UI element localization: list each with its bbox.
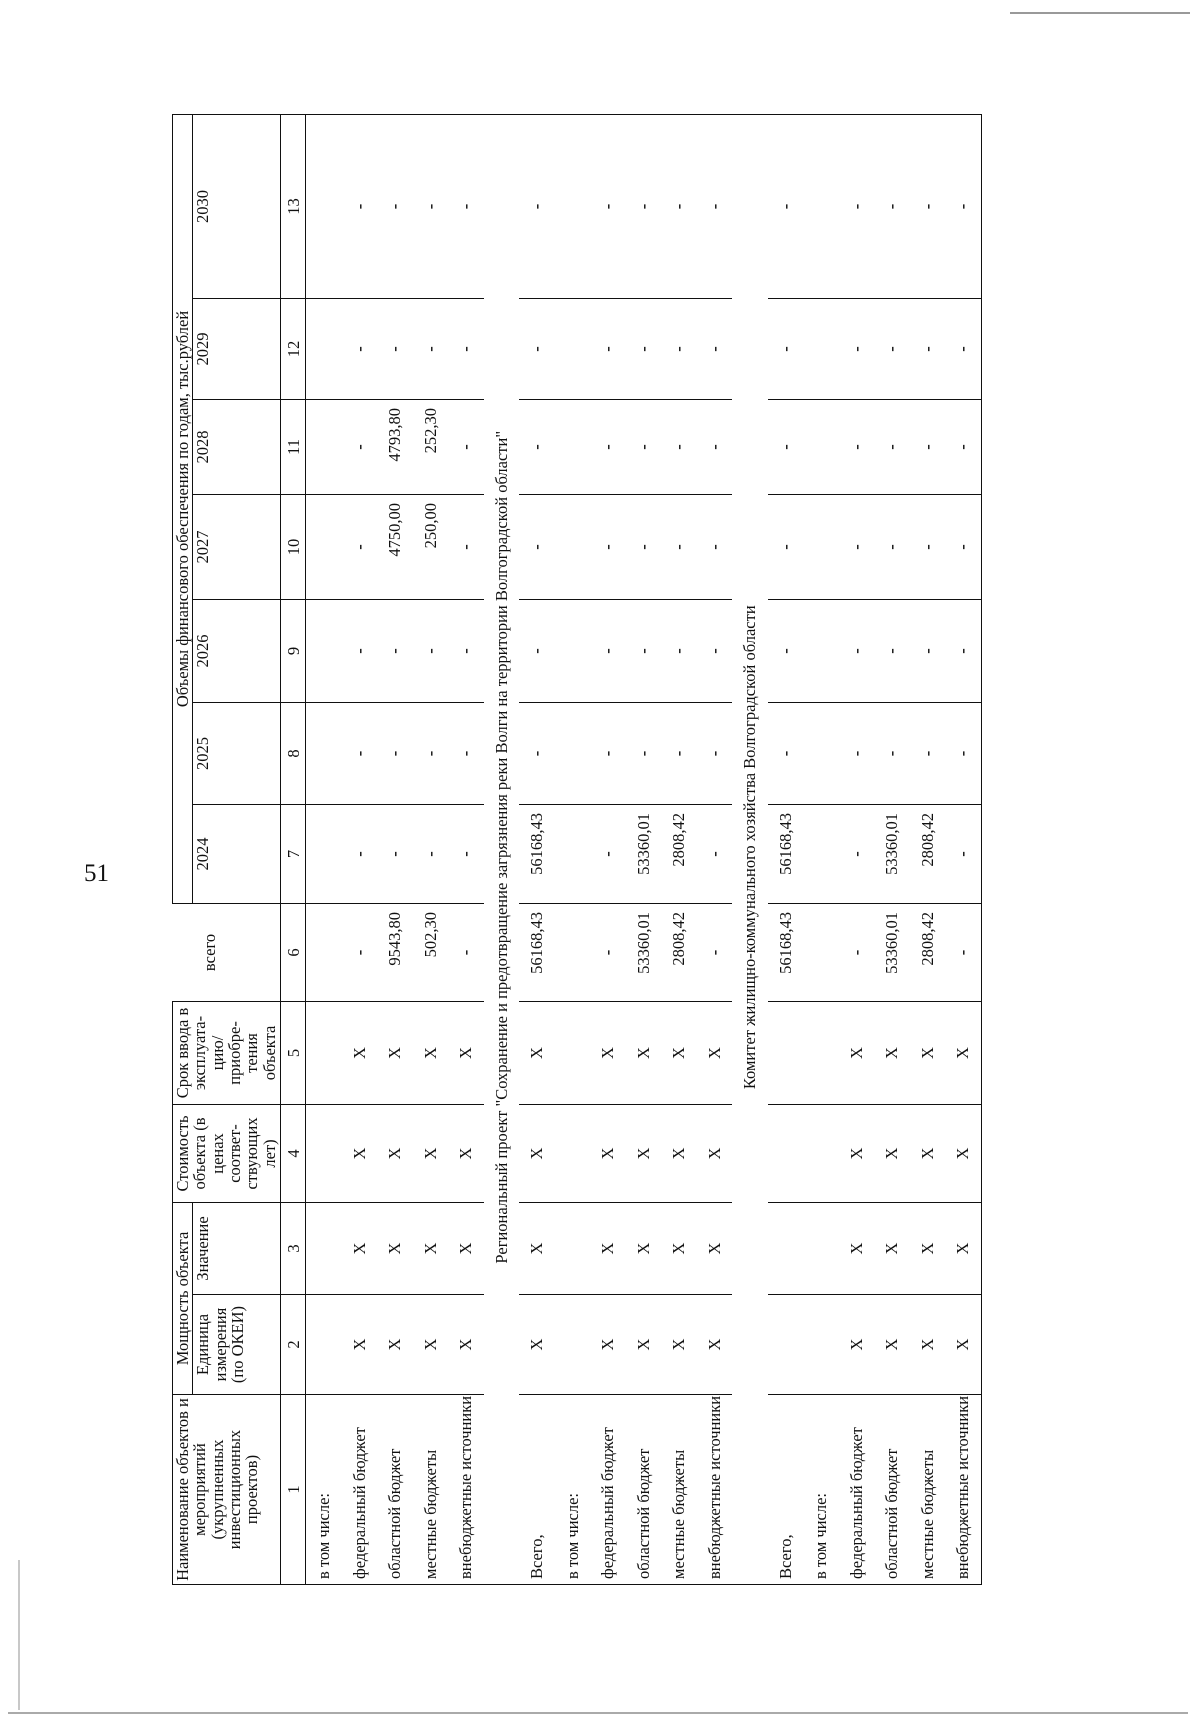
cell-y2026: - — [342, 599, 378, 702]
cell-y2024: - — [448, 804, 484, 903]
header-column-number: 10 — [281, 494, 306, 599]
row-label: в том числе: — [306, 1395, 342, 1585]
cell-cost — [768, 1104, 804, 1202]
cell-value: X — [448, 1202, 484, 1294]
cell-unit: X — [448, 1295, 484, 1395]
cell-y2029: - — [910, 298, 946, 399]
header-cost: Стоимость объекта (в ценах соответ-ствующих лет) — [173, 1104, 281, 1202]
cell-y2025: - — [697, 702, 733, 804]
cell-value: X — [377, 1202, 413, 1294]
cell-unit — [555, 1295, 591, 1395]
cell-y2024: 56168,43 — [768, 804, 804, 903]
table-row — [342, 114, 378, 1584]
section-spacer — [732, 1395, 768, 1585]
cell-term — [555, 1001, 591, 1104]
cell-total: - — [448, 903, 484, 1001]
cell-y2030: - — [697, 114, 733, 298]
cell-total: 53360,01 — [626, 903, 662, 1001]
cell-unit: X — [590, 1295, 626, 1395]
cell-y2030: - — [768, 114, 804, 298]
cell-cost: X — [377, 1104, 413, 1202]
cell-y2024: - — [342, 804, 378, 903]
cell-value — [306, 1202, 342, 1294]
table-body — [306, 114, 982, 1584]
cell-term — [803, 1001, 839, 1104]
cell-y2029: - — [839, 298, 875, 399]
cell-total: - — [697, 903, 733, 1001]
cell-unit: X — [342, 1295, 378, 1395]
cell-y2027: - — [910, 494, 946, 599]
cell-value: X — [874, 1202, 910, 1294]
cell-y2027 — [306, 494, 342, 599]
header-column-number: 6 — [281, 903, 306, 1001]
header-value: Значение — [193, 1202, 281, 1294]
cell-y2026: - — [413, 599, 449, 702]
cell-cost: X — [519, 1104, 555, 1202]
cell-y2027: - — [590, 494, 626, 599]
cell-y2028: - — [626, 399, 662, 494]
cell-y2030: - — [377, 114, 413, 298]
header-year: 2028 — [193, 399, 281, 494]
cell-y2028: 252,30 — [413, 399, 449, 494]
header-name: Наименование объектов и мероприятий (укрупненных инвестиционных проектов) — [173, 1395, 281, 1585]
row-label: федеральный бюджет — [342, 1395, 378, 1585]
cell-y2024: - — [377, 804, 413, 903]
cell-y2029: - — [945, 298, 981, 399]
cell-y2030: - — [590, 114, 626, 298]
row-label: местные бюджеты — [910, 1395, 946, 1585]
cell-cost: X — [342, 1104, 378, 1202]
header-year: 2026 — [193, 599, 281, 702]
cell-total: 53360,01 — [874, 903, 910, 1001]
cell-y2025: - — [839, 702, 875, 804]
table-row — [448, 114, 484, 1584]
cell-y2027: - — [342, 494, 378, 599]
cell-cost: X — [448, 1104, 484, 1202]
cell-y2030 — [555, 114, 591, 298]
header-column-number: 2 — [281, 1295, 306, 1395]
header-term: Срок ввода в эксплуата-цию/приобре-тения объекта — [173, 1001, 281, 1104]
row-label: Всего, — [768, 1395, 804, 1585]
section-spacer — [484, 1395, 520, 1585]
cell-unit: X — [874, 1295, 910, 1395]
cell-y2029: - — [768, 298, 804, 399]
row-label: областной бюджет — [626, 1395, 662, 1585]
cell-term: X — [839, 1001, 875, 1104]
header-year: 2024 — [193, 804, 281, 903]
cell-y2028: - — [590, 399, 626, 494]
cell-y2027 — [803, 494, 839, 599]
table-row — [413, 114, 449, 1584]
table-row — [555, 114, 591, 1584]
cell-y2025: - — [342, 702, 378, 804]
cell-term: X — [377, 1001, 413, 1104]
row-label: федеральный бюджет — [839, 1395, 875, 1585]
cell-term: X — [626, 1001, 662, 1104]
table-row — [306, 114, 342, 1584]
cell-y2028: 4793,80 — [377, 399, 413, 494]
cell-y2024: - — [945, 804, 981, 903]
cell-y2024 — [803, 804, 839, 903]
row-label: областной бюджет — [874, 1395, 910, 1585]
financing-table — [172, 114, 982, 1585]
cell-y2026 — [555, 599, 591, 702]
cell-y2026: - — [910, 599, 946, 702]
cell-unit — [306, 1295, 342, 1395]
cell-unit: X — [377, 1295, 413, 1395]
cell-value: X — [413, 1202, 449, 1294]
cell-cost: X — [910, 1104, 946, 1202]
cell-value: X — [945, 1202, 981, 1294]
rotated-table-wrapper — [172, 115, 1072, 1585]
cell-unit: X — [413, 1295, 449, 1395]
cell-y2025: - — [377, 702, 413, 804]
cell-y2025: - — [768, 702, 804, 804]
cell-value: X — [342, 1202, 378, 1294]
row-label: внебюджетные источники — [945, 1395, 981, 1585]
cell-cost — [306, 1104, 342, 1202]
cell-cost: X — [697, 1104, 733, 1202]
table-row — [590, 114, 626, 1584]
cell-y2029: - — [626, 298, 662, 399]
cell-value: X — [697, 1202, 733, 1294]
cell-y2024: 53360,01 — [874, 804, 910, 903]
header-unit: Единица измерения (по ОКЕИ) — [193, 1295, 281, 1395]
cell-value: X — [839, 1202, 875, 1294]
scan-edge-left — [18, 1560, 20, 1710]
table-row — [910, 114, 946, 1584]
table-row — [945, 114, 981, 1584]
cell-y2025: - — [910, 702, 946, 804]
cell-total: 502,30 — [413, 903, 449, 1001]
cell-term — [306, 1001, 342, 1104]
row-label: в том числе: — [803, 1395, 839, 1585]
cell-value: X — [910, 1202, 946, 1294]
cell-term: X — [413, 1001, 449, 1104]
cell-y2028: - — [697, 399, 733, 494]
cell-unit: X — [839, 1295, 875, 1395]
cell-cost: X — [945, 1104, 981, 1202]
header-column-number: 7 — [281, 804, 306, 903]
cell-y2024: - — [697, 804, 733, 903]
cell-total: 56168,43 — [519, 903, 555, 1001]
cell-y2028: - — [910, 399, 946, 494]
cell-y2030: - — [661, 114, 697, 298]
header-column-number: 12 — [281, 298, 306, 399]
cell-y2030 — [803, 114, 839, 298]
cell-value — [555, 1202, 591, 1294]
table-row — [803, 114, 839, 1584]
cell-term: X — [661, 1001, 697, 1104]
cell-y2024: 2808,42 — [910, 804, 946, 903]
section-heading: Комитет жилищно-коммунального хозяйства Волгоградской области — [732, 114, 768, 1394]
row-label: Всего, — [519, 1395, 555, 1585]
header-power: Мощность объекта — [173, 1202, 193, 1394]
cell-unit: X — [945, 1295, 981, 1395]
cell-y2024: - — [839, 804, 875, 903]
cell-y2029: - — [413, 298, 449, 399]
header-year: 2030 — [193, 114, 281, 298]
cell-y2026: - — [590, 599, 626, 702]
cell-y2030: - — [874, 114, 910, 298]
cell-y2026: - — [377, 599, 413, 702]
table-row — [874, 114, 910, 1584]
cell-y2024: 53360,01 — [626, 804, 662, 903]
row-label: внебюджетные источники — [448, 1395, 484, 1585]
cell-unit: X — [626, 1295, 662, 1395]
cell-y2024: - — [590, 804, 626, 903]
cell-y2026: - — [839, 599, 875, 702]
cell-y2027: - — [768, 494, 804, 599]
cell-cost — [555, 1104, 591, 1202]
header-column-number: 3 — [281, 1202, 306, 1294]
cell-value: X — [661, 1202, 697, 1294]
cell-term — [768, 1001, 804, 1104]
cell-unit: X — [519, 1295, 555, 1395]
cell-y2028: - — [768, 399, 804, 494]
scan-edge-bottom — [8, 1712, 1188, 1714]
cell-total — [555, 903, 591, 1001]
cell-unit — [768, 1295, 804, 1395]
cell-y2026 — [803, 599, 839, 702]
cell-y2030: - — [342, 114, 378, 298]
cell-y2025 — [803, 702, 839, 804]
cell-y2027: - — [697, 494, 733, 599]
cell-y2028: - — [448, 399, 484, 494]
cell-y2029 — [306, 298, 342, 399]
header-column-number: 9 — [281, 599, 306, 702]
cell-total — [803, 903, 839, 1001]
cell-y2026: - — [448, 599, 484, 702]
cell-y2027: - — [626, 494, 662, 599]
cell-y2028: - — [661, 399, 697, 494]
row-label: внебюджетные источники — [697, 1395, 733, 1585]
cell-y2026: - — [874, 599, 910, 702]
scan-edge-top — [1010, 12, 1190, 14]
cell-y2030: - — [839, 114, 875, 298]
cell-y2025 — [555, 702, 591, 804]
cell-y2025: - — [626, 702, 662, 804]
header-column-number: 8 — [281, 702, 306, 804]
cell-y2028: - — [839, 399, 875, 494]
cell-y2028 — [803, 399, 839, 494]
header-year: 2025 — [193, 702, 281, 804]
cell-value: X — [590, 1202, 626, 1294]
cell-y2028 — [555, 399, 591, 494]
header-year: 2027 — [193, 494, 281, 599]
table-row — [697, 114, 733, 1584]
cell-y2026: - — [768, 599, 804, 702]
section-heading-row — [484, 114, 520, 1584]
cell-y2025: - — [874, 702, 910, 804]
cell-y2026: - — [661, 599, 697, 702]
cell-y2027: - — [874, 494, 910, 599]
cell-value: X — [626, 1202, 662, 1294]
cell-y2030 — [306, 114, 342, 298]
header-year: 2029 — [193, 298, 281, 399]
cell-cost: X — [413, 1104, 449, 1202]
cell-y2025: - — [519, 702, 555, 804]
cell-y2025 — [306, 702, 342, 804]
cell-y2024 — [555, 804, 591, 903]
cell-total: - — [945, 903, 981, 1001]
row-label: областной бюджет — [377, 1395, 413, 1585]
row-label: местные бюджеты — [661, 1395, 697, 1585]
cell-y2029: - — [377, 298, 413, 399]
cell-y2027: - — [839, 494, 875, 599]
cell-term: X — [874, 1001, 910, 1104]
row-label: местные бюджеты — [413, 1395, 449, 1585]
header-volumes: Объемы финансового обеспечения по годам, тыс.рублей — [173, 114, 193, 903]
cell-y2030: - — [626, 114, 662, 298]
cell-cost: X — [839, 1104, 875, 1202]
cell-y2026 — [306, 599, 342, 702]
cell-y2027: 4750,00 — [377, 494, 413, 599]
cell-total: 2808,42 — [910, 903, 946, 1001]
header-blank: всего — [173, 903, 281, 1001]
cell-y2030: - — [519, 114, 555, 298]
header-column-number: 1 — [281, 1395, 306, 1585]
cell-term: X — [342, 1001, 378, 1104]
cell-term: X — [910, 1001, 946, 1104]
cell-y2029: - — [448, 298, 484, 399]
header-column-number: 4 — [281, 1104, 306, 1202]
cell-y2030: - — [413, 114, 449, 298]
cell-y2027 — [555, 494, 591, 599]
cell-cost — [803, 1104, 839, 1202]
header-column-number: 5 — [281, 1001, 306, 1104]
cell-y2029 — [803, 298, 839, 399]
cell-value — [768, 1202, 804, 1294]
table-row — [661, 114, 697, 1584]
cell-term: X — [519, 1001, 555, 1104]
cell-y2027: - — [945, 494, 981, 599]
cell-y2026: - — [945, 599, 981, 702]
cell-y2027: - — [448, 494, 484, 599]
cell-value — [803, 1202, 839, 1294]
cell-term: X — [448, 1001, 484, 1104]
cell-y2025: - — [661, 702, 697, 804]
cell-total — [306, 903, 342, 1001]
cell-total: 9543,80 — [377, 903, 413, 1001]
cell-cost: X — [874, 1104, 910, 1202]
cell-total: - — [590, 903, 626, 1001]
table-row — [377, 114, 413, 1584]
cell-term: X — [697, 1001, 733, 1104]
cell-term: X — [945, 1001, 981, 1104]
cell-unit — [803, 1295, 839, 1395]
cell-y2024: 56168,43 — [519, 804, 555, 903]
cell-y2028: - — [874, 399, 910, 494]
cell-y2029: - — [661, 298, 697, 399]
cell-unit: X — [661, 1295, 697, 1395]
cell-total: - — [342, 903, 378, 1001]
cell-y2030: - — [910, 114, 946, 298]
cell-y2029: - — [697, 298, 733, 399]
section-heading: Региональный проект "Сохранение и предотвращение загрязнения реки Волги на территории Волгоградской области" — [484, 114, 520, 1394]
row-label: в том числе: — [555, 1395, 591, 1585]
cell-y2028: - — [519, 399, 555, 494]
cell-y2029: - — [874, 298, 910, 399]
cell-y2028: - — [342, 399, 378, 494]
cell-y2027: - — [661, 494, 697, 599]
cell-total: 2808,42 — [661, 903, 697, 1001]
cell-y2025: - — [590, 702, 626, 804]
cell-y2027: - — [519, 494, 555, 599]
cell-y2026: - — [519, 599, 555, 702]
cell-y2030: - — [945, 114, 981, 298]
header-column-number: 13 — [281, 114, 306, 298]
cell-value: X — [519, 1202, 555, 1294]
cell-y2026: - — [697, 599, 733, 702]
cell-y2029: - — [519, 298, 555, 399]
cell-unit: X — [910, 1295, 946, 1395]
row-label: федеральный бюджет — [590, 1395, 626, 1585]
cell-y2025: - — [448, 702, 484, 804]
header-column-number: 11 — [281, 399, 306, 494]
cell-y2028: - — [945, 399, 981, 494]
cell-term: X — [590, 1001, 626, 1104]
cell-total: 56168,43 — [768, 903, 804, 1001]
cell-y2028 — [306, 399, 342, 494]
page-number: 51 — [84, 860, 109, 887]
cell-cost: X — [661, 1104, 697, 1202]
table-row — [839, 114, 875, 1584]
cell-y2026: - — [626, 599, 662, 702]
cell-y2030: - — [448, 114, 484, 298]
cell-y2024 — [306, 804, 342, 903]
cell-cost: X — [626, 1104, 662, 1202]
cell-unit: X — [697, 1295, 733, 1395]
cell-y2027: 250,00 — [413, 494, 449, 599]
cell-y2029: - — [342, 298, 378, 399]
cell-y2024: 2808,42 — [661, 804, 697, 903]
table-row — [626, 114, 662, 1584]
section-heading-row — [732, 114, 768, 1584]
cell-cost: X — [590, 1104, 626, 1202]
table-row — [519, 114, 555, 1584]
table-row — [768, 114, 804, 1584]
cell-y2025: - — [945, 702, 981, 804]
cell-total: - — [839, 903, 875, 1001]
cell-y2029: - — [590, 298, 626, 399]
cell-y2025: - — [413, 702, 449, 804]
cell-y2024: - — [413, 804, 449, 903]
cell-y2029 — [555, 298, 591, 399]
